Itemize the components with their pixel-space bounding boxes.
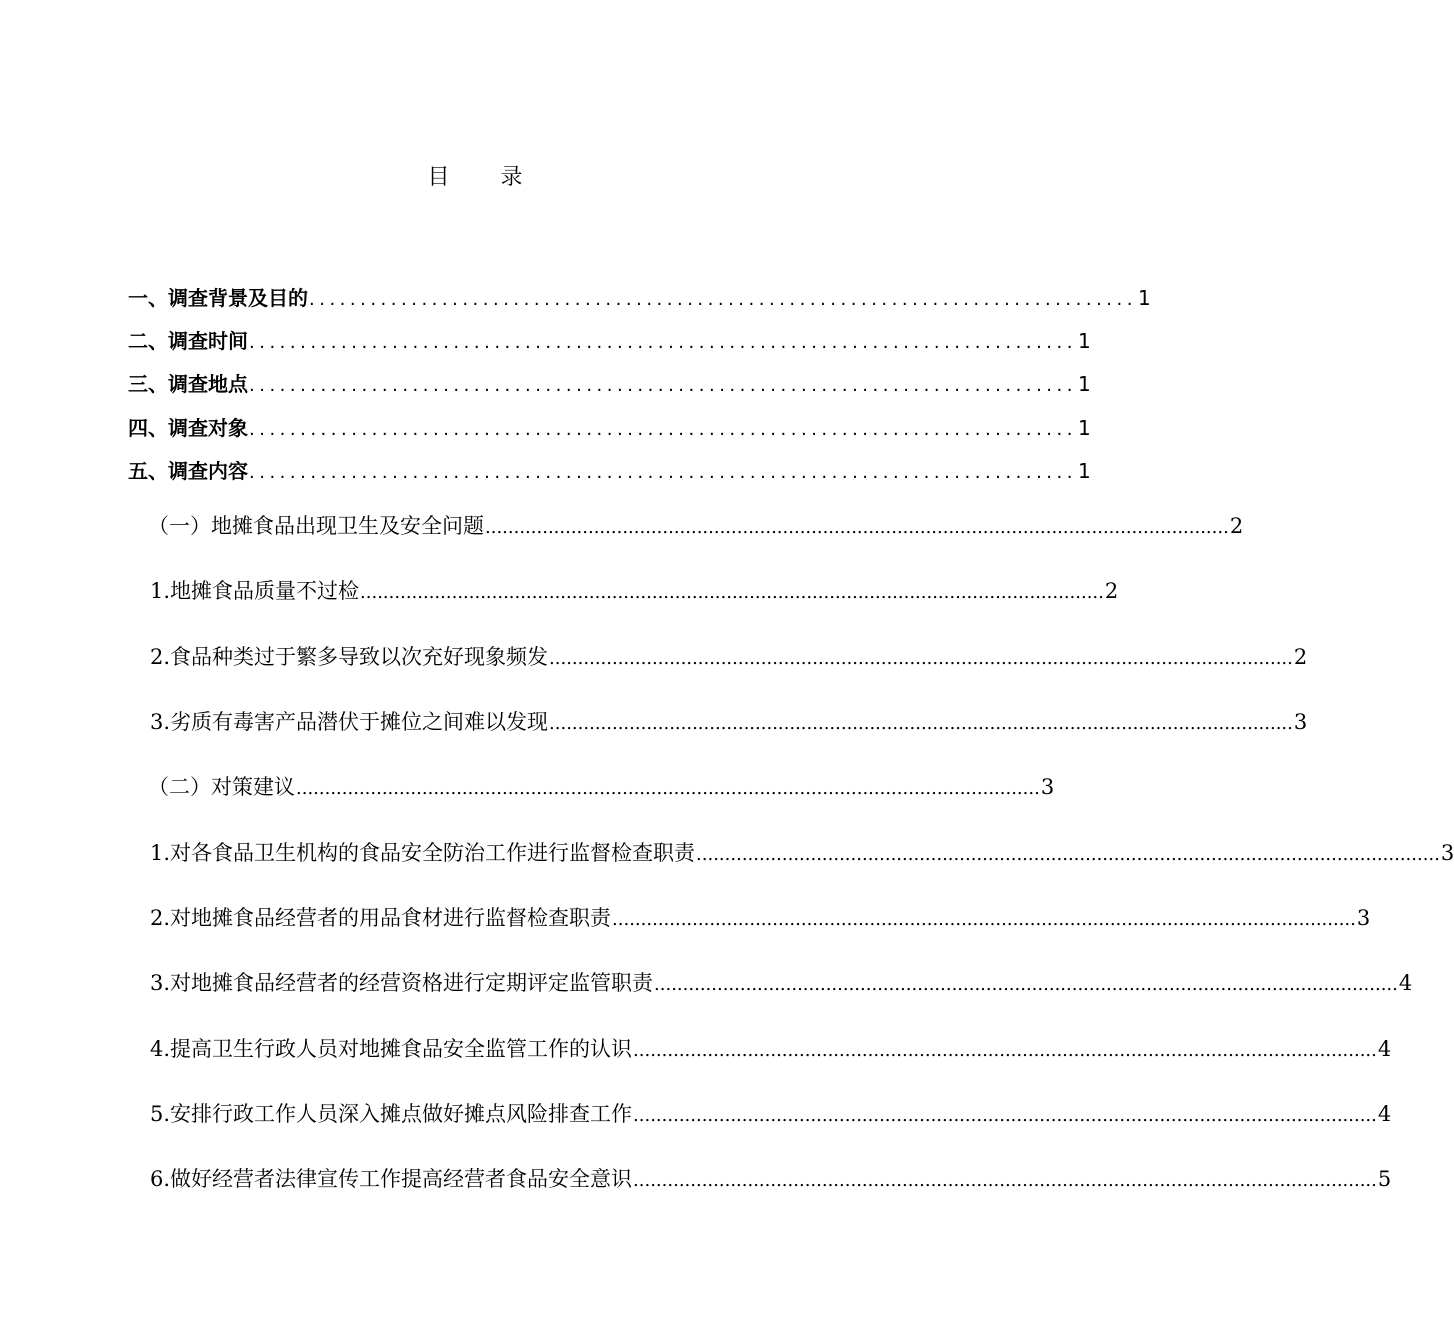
toc-entry-label: 五、调查内容: [128, 459, 248, 483]
toc-entry-label: 4.提高卫生行政人员对地摊食品安全监管工作的认识: [150, 1037, 633, 1061]
toc-entry[interactable]: [148, 510, 1244, 540]
toc-entry-page: 5: [1377, 1167, 1392, 1191]
toc-leader-dots: .................................................................................: [249, 375, 1077, 396]
toc-entry-page: 1: [1077, 416, 1091, 440]
toc-entry-label: 一、调查背景及目的: [128, 286, 308, 310]
toc-entry-page: 4: [1398, 971, 1413, 995]
toc-leader-dots: .................................................................................: [249, 332, 1077, 353]
toc-entry-page: 1: [1137, 286, 1151, 310]
toc-entry[interactable]: [150, 1098, 1392, 1128]
toc-entry-label: 3.对地摊食品经营者的经营资格进行定期评定监管职责: [150, 971, 654, 995]
toc-entry[interactable]: [150, 902, 1371, 932]
toc-entry-page: 3: [1293, 710, 1308, 734]
toc-entry-page: 1: [1077, 459, 1091, 483]
toc-entry-label: 1.对各食品卫生机构的食品安全防治工作进行监督检查职责: [150, 841, 696, 865]
toc-leader-dots: .................................................................................: [309, 289, 1137, 310]
toc-entry-label: 1.地摊食品质量不过检: [150, 579, 360, 603]
toc-entry-page: 2: [1104, 579, 1119, 603]
toc-leader-dots: ..................................................................................................................................: [485, 517, 1229, 538]
toc-entry[interactable]: [128, 455, 1091, 484]
toc-entry-page: 2: [1293, 645, 1308, 669]
toc-entry[interactable]: [150, 1033, 1392, 1063]
toc-entry-label: 3.劣质有毒害产品潜伏于摊位之间难以发现: [150, 710, 549, 734]
toc-leader-dots: ..................................................................................................................................: [612, 909, 1356, 930]
toc-entry-page: 4: [1377, 1102, 1392, 1126]
toc-entry-label: 2.食品种类过于繁多导致以次充好现象频发: [150, 645, 549, 669]
toc-entry-page: 3: [1040, 775, 1055, 799]
toc-entry-page: 3: [1356, 906, 1371, 930]
toc-entry-label: 四、调查对象: [128, 416, 248, 440]
toc-leader-dots: .................................................................................: [249, 419, 1077, 440]
toc-entry[interactable]: [150, 706, 1308, 736]
toc-entry-label: 5.安排行政工作人员深入摊点做好摊点风险排查工作: [150, 1102, 633, 1126]
toc-leader-dots: ..................................................................................................................................: [549, 713, 1293, 734]
toc-entry[interactable]: [148, 771, 1055, 801]
toc-title: 目 录: [427, 165, 545, 190]
toc-entry-page: 1: [1077, 329, 1091, 353]
toc-entry-label: （一）地摊食品出现卫生及安全问题: [148, 514, 484, 538]
toc-leader-dots: ..................................................................................................................................: [549, 648, 1293, 669]
toc-entry-label: 6.做好经营者法律宣传工作提高经营者食品安全意识: [150, 1167, 633, 1191]
toc-entry[interactable]: [128, 368, 1091, 397]
toc-leader-dots: ..................................................................................................................................: [633, 1105, 1377, 1126]
toc-leader-dots: ..................................................................................................................................: [296, 778, 1040, 799]
toc-entry-label: 三、调查地点: [128, 372, 248, 396]
toc-entry-page: 3: [1440, 841, 1454, 865]
toc-entry[interactable]: [128, 325, 1091, 354]
toc-leader-dots: ..................................................................................................................................: [633, 1040, 1377, 1061]
toc-entry-page: 1: [1077, 372, 1091, 396]
toc-leader-dots: ..................................................................................................................................: [360, 582, 1104, 603]
toc-entry[interactable]: [128, 412, 1091, 441]
toc-leader-dots: ..................................................................................................................................: [696, 844, 1440, 865]
toc-entry[interactable]: [128, 282, 1151, 311]
toc-entry-label: （二）对策建议: [148, 775, 295, 799]
toc-entry[interactable]: [150, 641, 1308, 671]
toc-entry-label: 2.对地摊食品经营者的用品食材进行监督检查职责: [150, 906, 612, 930]
toc-entry[interactable]: [150, 1163, 1392, 1193]
toc-entry-page: 2: [1229, 514, 1244, 538]
toc-leader-dots: ..................................................................................................................................: [633, 1170, 1377, 1191]
toc-entry[interactable]: [150, 575, 1119, 605]
toc-entry[interactable]: [150, 967, 1413, 997]
toc-entry[interactable]: [150, 837, 1454, 867]
toc-leader-dots: .................................................................................: [249, 462, 1077, 483]
toc-leader-dots: ..................................................................................................................................: [654, 974, 1398, 995]
toc-entry-page: 4: [1377, 1037, 1392, 1061]
toc-entry-label: 二、调查时间: [128, 329, 248, 353]
